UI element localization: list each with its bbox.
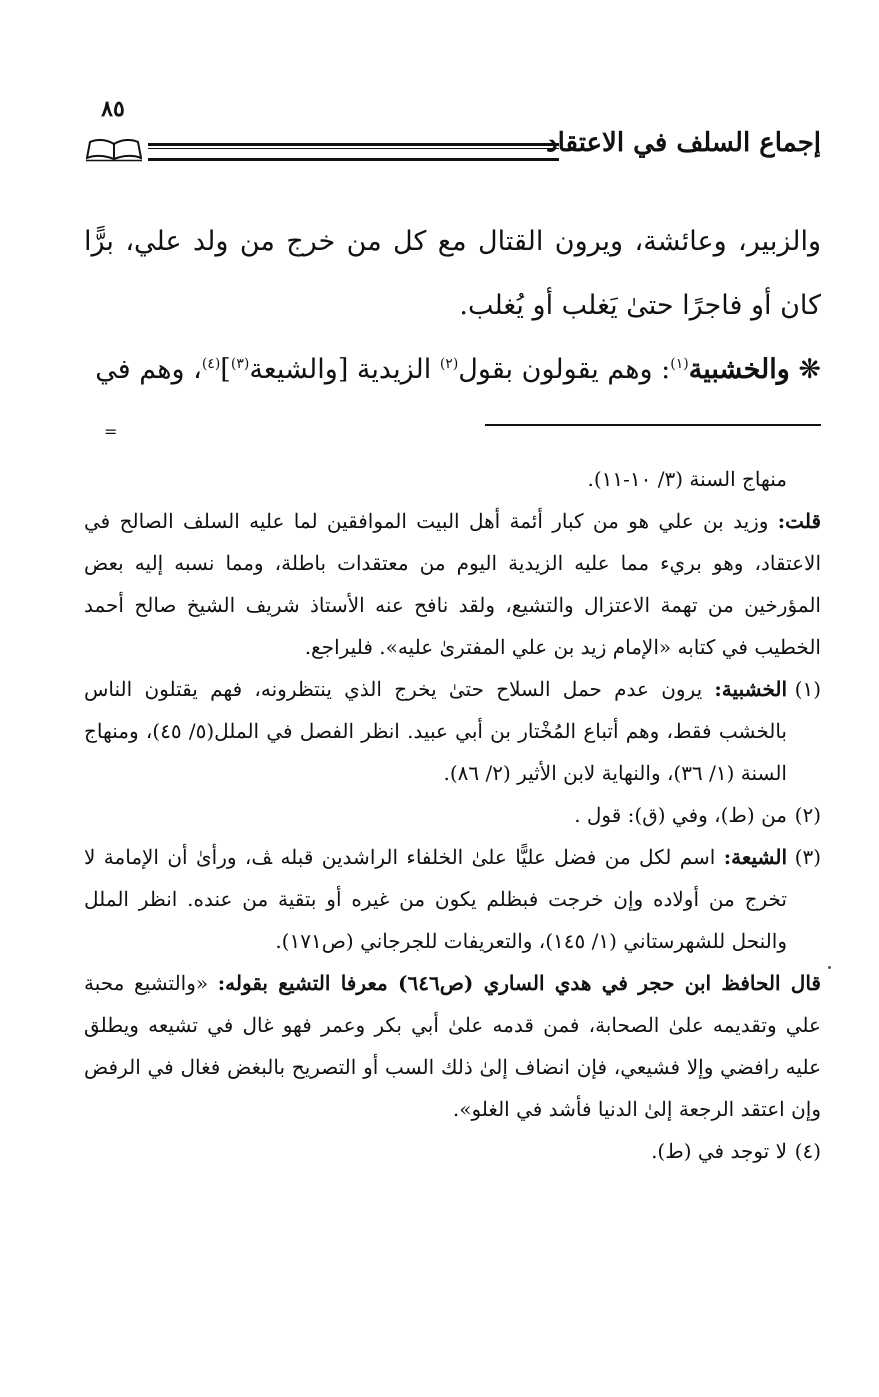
footnote-number: (١) bbox=[794, 677, 821, 701]
footnote-text: اسم لكل من فضل عليًّا علىٰ الخلفاء الراشدين قبله ﭫ، ورأىٰ أن الإمامة لا تخرج من أولاده وإن خرجت فبظلم يكون من غيره أو بتقية من عنده. انظر الملل والنحل للشهرستاني (١/ ١٤٥)، والتعريفات للجرجاني (ص١٧١). bbox=[84, 845, 787, 953]
margin-dot bbox=[828, 966, 831, 969]
quote-text: «والتشيع محبة علي وتقديمه علىٰ الصحابة، فمن قدمه علىٰ أبي بكر وعمر فهو غال في تشيعه ويطلق عليه رافضي وإلا فشيعي، فإن انضاف إلىٰ ذلك السب أو التصريح بالبغض فغال في الرفض وإن اعتقد الرجعة إلىٰ الدنيا فأشد في الغلو». bbox=[84, 971, 821, 1121]
main-text-segment: ] bbox=[220, 354, 231, 385]
footnote-1 bbox=[84, 668, 821, 794]
footnote-3-quote bbox=[84, 962, 821, 1130]
quote-intro: قال الحافظ ابن حجر في هدي الساري (ص٦٤٦) معرفا التشيع بقوله: bbox=[217, 971, 821, 995]
footnote-2 bbox=[84, 794, 821, 836]
main-text-segment: الزيدية [والشيعة bbox=[249, 354, 440, 385]
footnote-number: (٢) bbox=[794, 803, 821, 827]
open-book-icon bbox=[86, 138, 142, 162]
footnote-term: الشيعة: bbox=[723, 845, 787, 869]
main-text bbox=[84, 210, 821, 402]
footnote-ref-3: (٣) bbox=[230, 356, 250, 372]
term-khashabiyya: والخشبية bbox=[688, 354, 790, 385]
header-rule bbox=[148, 143, 559, 161]
footnote-continuation-source: منهاج السنة (٣/ ١٠-١١). bbox=[587, 467, 787, 491]
footnote-3 bbox=[84, 836, 821, 962]
main-text-segment: ، وهم في bbox=[95, 354, 202, 385]
running-header bbox=[84, 128, 821, 174]
footnote-ref-4: (٤) bbox=[201, 356, 221, 372]
footnote-text: يرون عدم حمل السلاح حتىٰ يخرج الذي ينتظرونه، فهم يقتلون الناس بالخشب فقط، وهم أتباع المُخْتار بن أبي عبيد. انظر الفصل في الملل(٥/ ٤٥)، ومنهاج السنة (١/ ٣٦)، والنهاية لابن الأثير (٢/ ٨٦). bbox=[84, 677, 787, 785]
main-paragraph-1: والزبير، وعائشة، ويرون القتال مع كل من خرج من ولد علي، برًّا كان أو فاجرًا حتىٰ يَغلب أو يُغلب. bbox=[84, 226, 821, 321]
footnote-ref-2: (٢) bbox=[439, 356, 459, 372]
footnote-body bbox=[84, 668, 787, 794]
footnote-comment bbox=[84, 500, 821, 668]
footnote-4 bbox=[84, 1130, 821, 1172]
footnotes bbox=[84, 458, 821, 1172]
running-title: إجماع السلف في الاعتقاد bbox=[546, 128, 821, 158]
footnote-ref-1: (١) bbox=[670, 356, 689, 372]
bullet-mark: ❋ bbox=[798, 354, 821, 385]
page-number: ٨٥ bbox=[101, 96, 125, 122]
main-text-segment: : وهم يقولون بقول bbox=[458, 354, 671, 385]
footnote-text: من (ط)، وفي (ق): قول . bbox=[574, 803, 787, 827]
comment-label: قلت: bbox=[777, 509, 821, 533]
main-paragraph-2 bbox=[84, 338, 821, 402]
continuation-marker: = bbox=[104, 422, 118, 441]
footnote-number: (٣) bbox=[794, 845, 821, 869]
footnote-term: الخشبية: bbox=[714, 677, 787, 701]
footnote-separator bbox=[485, 424, 821, 426]
comment-text: وزيد بن علي هو من كبار أئمة أهل البيت الموافقين لما عليه السلف الصالح في الاعتقاد، وهو بريء مما عليه الزيدية اليوم من معتقدات باطلة، ومما نسبه إليه بعض المؤرخين من تهمة الاعتزال والتشيع، ولقد نافح عنه الأستاذ شريف الشيخ صالح أحمد الخطيب في كتابه «الإمام زيد بن علي المفترىٰ عليه». فليراجع. bbox=[84, 509, 821, 659]
footnote-body bbox=[84, 836, 787, 962]
footnote-text: لا توجد في (ط). bbox=[651, 1139, 787, 1163]
footnote-number: (٤) bbox=[794, 1139, 821, 1163]
